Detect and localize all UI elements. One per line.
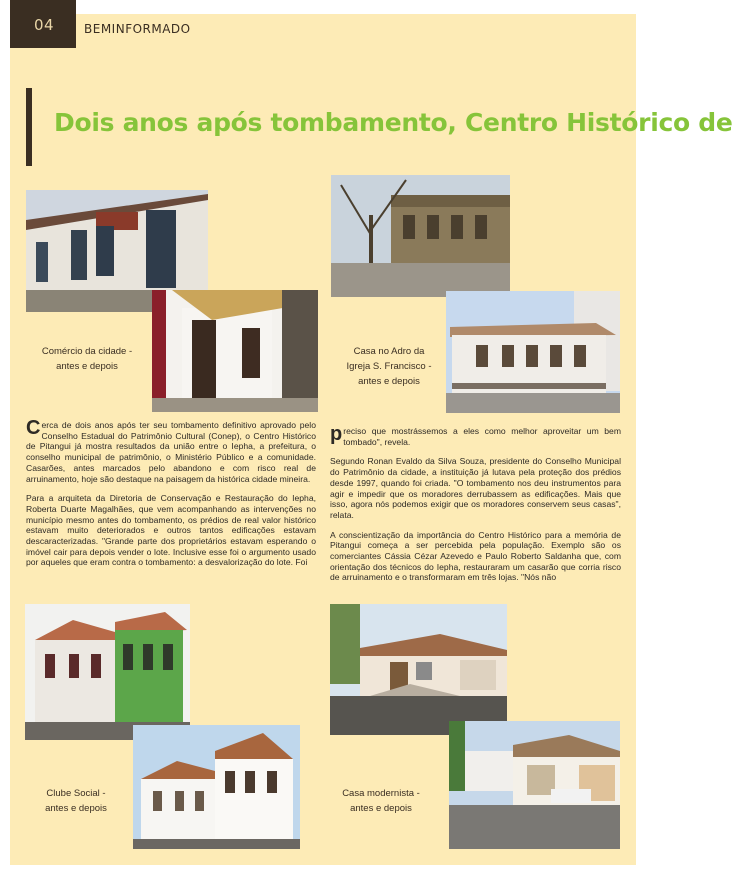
masthead: [84, 22, 191, 36]
caption-line: Igreja S. Francisco -: [346, 361, 432, 372]
photo-modernista-antes: [330, 604, 507, 735]
article-column-2: [330, 423, 621, 592]
photo-casa-adro-antes: [331, 175, 510, 297]
caption-line: Comércio da cidade -: [41, 346, 133, 357]
photo-comercio-depois-image: [152, 290, 318, 412]
caption-line: Casa modernista -: [342, 788, 420, 799]
photo-clube-depois: [133, 725, 300, 849]
title-accent-bar: [26, 88, 32, 166]
masthead-thin: BEM: [84, 22, 112, 36]
caption-line: antes e depois: [350, 803, 412, 814]
article-paragraph: Para a arquiteta da Diretoria de Conservação e Restauração do Iepha, Roberta Duarte Magalhães, que vem acompanhando as intervenções no município mesmo antes do tombamento, os prédios de real valor histórico estavam muito deteriorados e outros tantos edificações estavam descaracterizadas. "Grande parte dos proprietários estavam esperando o imóvel cair para depois vender o lote. Inclusive esse foi o argumento usado por aqueles que eram contra o tombamento: a desvalorização do lote. Foi: [26, 493, 316, 568]
photo-clube-antes: [25, 604, 190, 740]
photo-clube-antes-image: [25, 604, 190, 740]
photo-casa-adro-antes-image: [331, 175, 510, 297]
article-paragraph: Cerca de dois anos após ter seu tombamento definitivo aprovado pelo Conselho Estadual do Patrimônio Cultural (Conep), o Centro Histórico de Pitangui já mostra resultados da união entre o Iepha, a prefeitura, o conselho municipal de patrimônio, o Ministério Público e a comunidade. Casarões, antes marcados pelo abandono e com risco real de arruinamento, hoje são destaque na paisagem da histórica cidade mineira.: [26, 417, 316, 484]
caption-comercio: [34, 344, 140, 374]
caption-line: Clube Social -: [46, 788, 106, 799]
headline: Dois anos após tombamento, Centro Histórico de: [54, 108, 733, 137]
article-paragraph: preciso que mostrássemos a eles como melhor aproveitar um bem tombado", revela.: [330, 423, 621, 447]
photo-modernista-antes-image: [330, 604, 507, 735]
article-column-1: [26, 417, 316, 577]
caption-line: antes e depois: [358, 376, 420, 387]
caption-line: antes e depois: [56, 361, 118, 372]
photo-comercio-depois: [152, 290, 318, 412]
page-number-box: [10, 0, 76, 48]
photo-modernista-depois-image: [449, 721, 620, 849]
article-paragraph: A conscientização da importância do Centro Histórico para a memória de Pitangui começa a ser percebida pela população. Exemplo são os comerciantes Cássia Cézar Azevedo e Paulo Roberto Saldanha que, com orientação dos técnicos do Iepha, restauraram um casarão que corria risco de arruinamento e o transformaram em três lojas. "Nós não: [330, 529, 621, 583]
photo-modernista-depois: [449, 721, 620, 849]
masthead-bold: INFORMADO: [111, 22, 191, 36]
caption-clube: [36, 786, 116, 816]
caption-casa-adro: [330, 344, 448, 389]
caption-modernista: [336, 786, 426, 816]
page-number: 04: [34, 16, 55, 34]
caption-line: antes e depois: [45, 803, 107, 814]
photo-casa-adro-depois-image: [446, 291, 620, 413]
photo-casa-adro-depois: [446, 291, 620, 413]
caption-line: Casa no Adro da: [353, 346, 425, 357]
article-paragraph: Segundo Ronan Evaldo da Silva Souza, presidente do Conselho Municipal do Patrimônio da cidade, a instituição já lutava pela proteção dos prédios desde 1997, quando foi criada. "O tombamento nos deu instrumentos para agir e impedir que os moradores derrubassem as edificações. Mais que isso, agora nós podemos exigir que os moradores conservem seus casas", relata.: [330, 456, 621, 520]
photo-clube-depois-image: [133, 725, 300, 849]
